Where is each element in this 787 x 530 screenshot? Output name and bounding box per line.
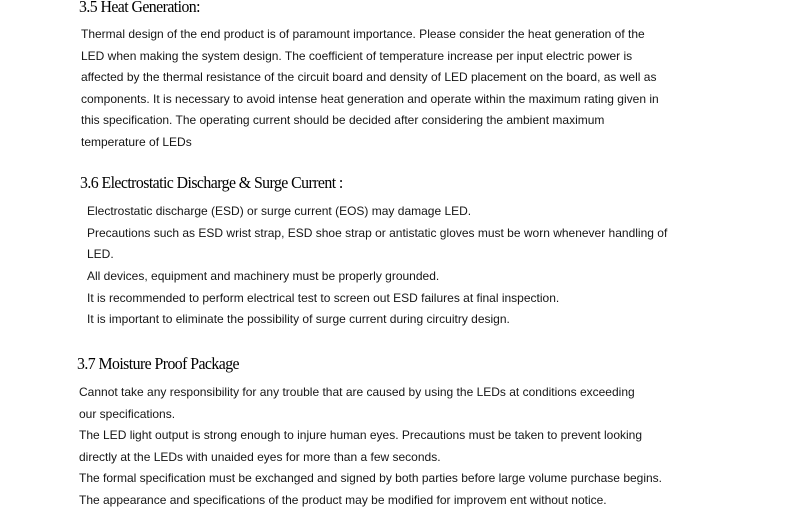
paragraph-line: Cannot take any responsibility for any trouble that are caused by using the LEDs at conditions exceeding [79, 385, 635, 399]
paragraph-line: All devices, equipment and machinery must be properly grounded. [87, 269, 440, 283]
section-heading: 3.6 Electrostatic Discharge & Surge Current : [80, 173, 343, 192]
paragraph-line: LED when making the system design. The coefficient of temperature increase per input electric power is [81, 49, 633, 63]
paragraph-line: temperature of LEDs [81, 135, 192, 149]
paragraph-line: The formal specification must be exchanged and signed by both parties before large volume purchase begins. [79, 471, 663, 485]
paragraph-line: components. It is necessary to avoid intense heat generation and operate within the maximum rating given in [81, 92, 659, 106]
paragraph-line: Electrostatic discharge (ESD) or surge current (EOS) may damage LED. [87, 204, 472, 218]
paragraph-line: It is important to eliminate the possibility of surge current during circuitry design. [87, 312, 510, 326]
paragraph-line: It is recommended to perform electrical test to screen out ESD failures at final inspection. [87, 291, 560, 305]
paragraph-line: affected by the thermal resistance of the circuit board and density of LED placement on the board, as well as [81, 70, 657, 84]
paragraph-line: directly at the LEDs with unaided eyes for more than a few seconds. [79, 450, 441, 464]
paragraph-line: The appearance and specifications of the product may be modified for improvem ent without notice. [79, 493, 607, 507]
paragraph-line: Thermal design of the end product is of paramount importance. Please consider the heat generation of the [81, 27, 645, 41]
paragraph-line: this specification. The operating current should be decided after considering the ambient maximum [81, 113, 605, 127]
paragraph-line: LED. [87, 247, 114, 261]
paragraph-line: The LED light output is strong enough to injure human eyes. Precautions must be taken to prevent looking [79, 428, 643, 442]
section-heading: 3.7 Moisture Proof Package [77, 354, 240, 373]
paragraph-line: Precautions such as ESD wrist strap, ESD shoe strap or antistatic gloves must be worn whenever handling of [87, 226, 668, 240]
section-heading: 3.5 Heat Generation: [79, 0, 200, 16]
paragraph-line: our specifications. [79, 407, 176, 421]
